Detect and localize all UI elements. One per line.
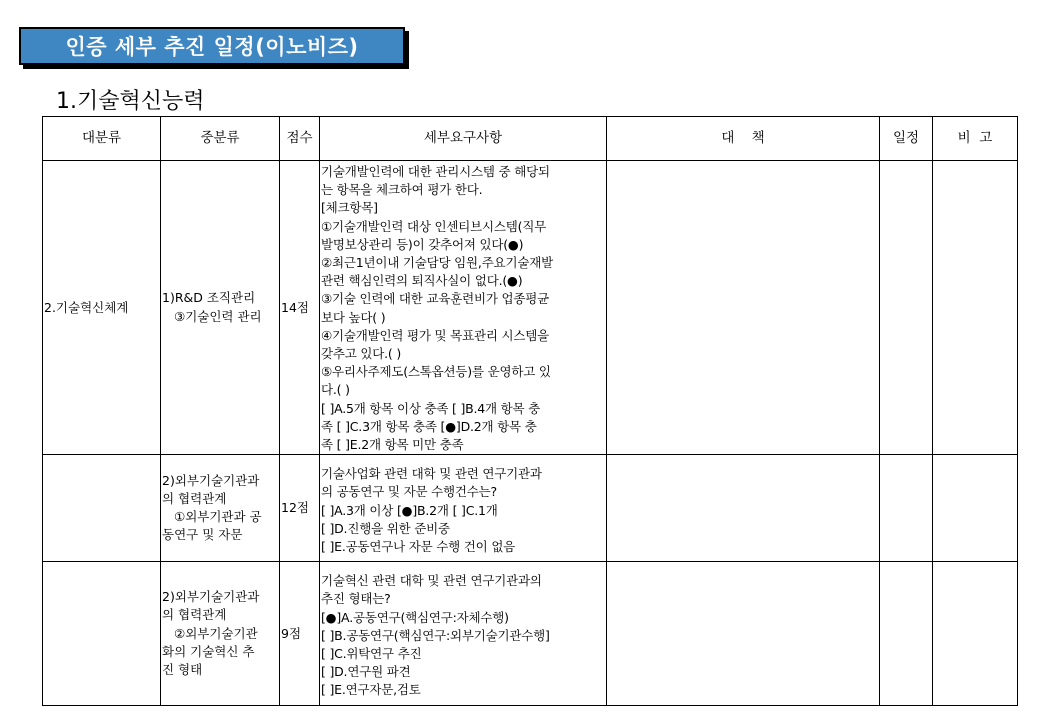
major-category	[43, 455, 161, 562]
schedule-table	[42, 116, 1018, 706]
title-banner	[19, 27, 405, 65]
score: 9점	[280, 562, 320, 706]
header-schedule: 일정	[880, 117, 933, 161]
table-row	[43, 562, 1018, 706]
page-title: 인증 세부 추진 일정(이노비즈)	[65, 35, 359, 59]
note-cell[interactable]	[933, 562, 1018, 706]
schedule-cell[interactable]	[880, 562, 933, 706]
header-requirements: 세부요구사항	[320, 117, 607, 161]
header-action: 대 책	[607, 117, 880, 161]
action-cell[interactable]	[607, 161, 880, 455]
header-row	[43, 117, 1018, 161]
middle-category: 1)R&D 조직관리 ③기술인력 관리	[161, 161, 280, 455]
section-heading: 1.기술혁신능력	[56, 89, 205, 114]
schedule-cell[interactable]	[880, 161, 933, 455]
header-major: 대분류	[43, 117, 161, 161]
requirements: 기술개발인력에 대한 관리시스템 중 해당되 는 항목을 체크하여 평가 한다. [체크항목] ①기술개발인력 대상 인센티브시스템(직무 발명보상관리 등)이 갖추어져 있다(●) ②최근1년이내 기술담당 임원,주요기술재발 관련 핵심인력의 퇴직사실이 없다.(●) ③기술 인력에 대한 교육훈련비가 업종평균 보다 높다( ) ④기술개발인력 평가 및 목표관리 시스템을 갖추고 있다.( ) ⑤우리사주제도(스톡옵션등)를 운영하고 있 다.( ) [ ]A.5개 항목 이상 충족 [ ]B.4개 항목 충 족 [ ]C.3개 항목 충족 [●]D.2개 항목 충 족 [ ]E.2개 항목 미만 충족	[320, 161, 607, 455]
middle-category: 2)외부기술기관과 의 협력관계 ②외부기술기관 화의 기술혁신 추 진 형태	[161, 562, 280, 706]
score: 14점	[280, 161, 320, 455]
score: 12점	[280, 455, 320, 562]
action-cell[interactable]	[607, 562, 880, 706]
requirements: 기술혁신 관련 대학 및 관련 연구기관과의 추진 형태는? [●]A.공동연구(핵심연구:자체수행) [ ]B.공동연구(핵심연구:외부기술기관수행] [ ]C.위탁연구 추진 [ ]D.연구원 파견 [ ]E.연구자문,검토	[320, 562, 607, 706]
note-cell[interactable]	[933, 455, 1018, 562]
requirements: 기술사업화 관련 대학 및 관련 연구기관과 의 공동연구 및 자문 수행건수는? [ ]A.3개 이상 [●]B.2개 [ ]C.1개 [ ]D.진행을 위한 준비중 [ ]E.공동연구나 자문 수행 건이 없음	[320, 455, 607, 562]
table-row	[43, 161, 1018, 455]
middle-category: 2)외부기술기관과 의 협력관계 ①외부기관과 공 동연구 및 자문	[161, 455, 280, 562]
header-score: 점수	[280, 117, 320, 161]
major-category	[43, 562, 161, 706]
header-note: 비 고	[933, 117, 1018, 161]
note-cell[interactable]	[933, 161, 1018, 455]
action-cell[interactable]	[607, 455, 880, 562]
table-row	[43, 455, 1018, 562]
major-category: 2.기술혁신체계	[43, 161, 161, 455]
header-middle: 중분류	[161, 117, 280, 161]
schedule-cell[interactable]	[880, 455, 933, 562]
